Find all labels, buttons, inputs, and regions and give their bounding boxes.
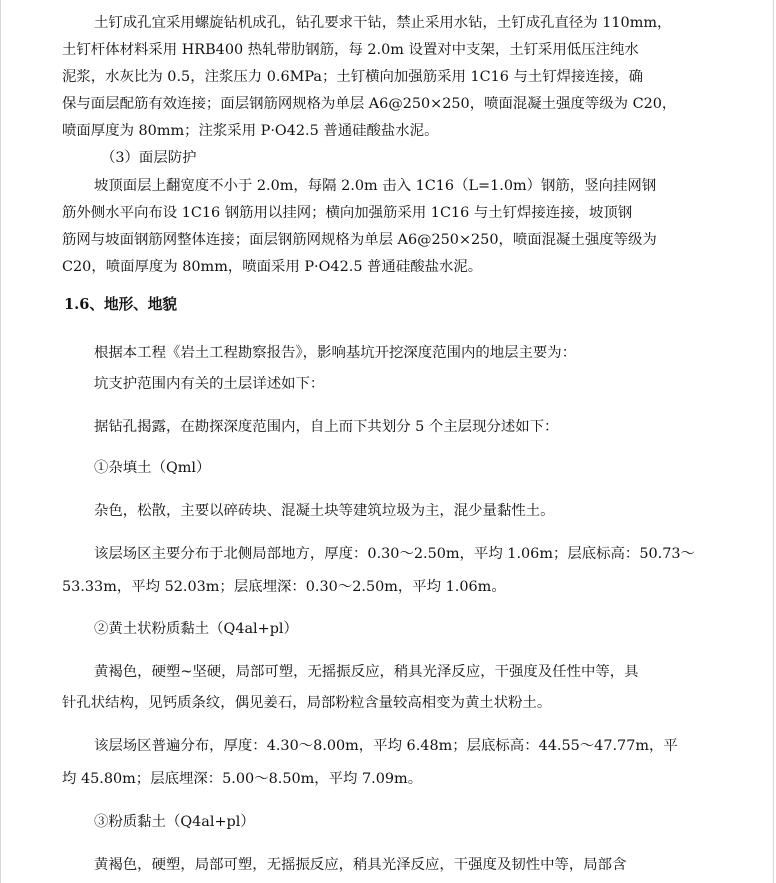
section-subheading: （3）面层防护 bbox=[101, 150, 197, 166]
paragraph-line: 泥浆，水灰比为 0.5，注浆压力 0.6MPa；土钉横向加强筋采用 1C16 与土钉焊接连接，确 bbox=[62, 69, 644, 85]
paragraph-line: 均 45.80m；层底埋深：5.00～8.50m，平均 7.09m。 bbox=[62, 771, 423, 787]
paragraph-line: 该层场区主要分布于北侧局部地方，厚度：0.30～2.50m，平均 1.06m；层底标高：50.73～ bbox=[94, 546, 695, 562]
paragraph-line: 针孔状结构，见钙质条纹，偶见姜石，局部粉粒含量较高相变为黄土状粉土。 bbox=[62, 695, 552, 711]
paragraph-line: 坑支护范围内有关的土层详述如下： bbox=[94, 376, 325, 392]
paragraph-line: 土钉成孔宜采用螺旋钻机成孔，钻孔要求干钻，禁止采用水钻，土钉成孔直径为 110mm， bbox=[94, 15, 672, 31]
paragraph-line: 保与面层配筋有效连接；面层钢筋网规格为单层 A6@250×250，喷面混凝土强度等级为 C20， bbox=[62, 96, 677, 112]
paragraph-line: 喷面厚度为 80mm；注浆采用 P·O42.5 普通硅酸盐水泥。 bbox=[62, 123, 439, 139]
paragraph-line: 土钉杆体材料采用 HRB400 热轧带肋钢筋，每 2.0m 设置对中支架，土钉采用低压注纯水 bbox=[62, 42, 639, 58]
paragraph-line: 据钻孔揭露，在勘探深度范围内，自上而下共划分 5 个主层现分述如下： bbox=[94, 419, 559, 435]
paragraph-line: 53.33m，平均 52.03m；层底埋深：0.30～2.50m，平均 1.06m。 bbox=[62, 579, 506, 595]
paragraph-line: 杂色，松散，主要以碎砖块、混凝土块等建筑垃圾为主，混少量黏性土。 bbox=[94, 503, 555, 519]
page-left-edge bbox=[0, 0, 1, 883]
paragraph-line: 根据本工程《岩土工程勘察报告》，影响基坑开挖深度范围内的地层主要为： bbox=[94, 345, 577, 361]
paragraph-line: 该层场区普遍分布，厚度：4.30～8.00m，平均 6.48m；层底标高：44.55～47.77m，平 bbox=[94, 738, 678, 754]
layer-title: ②黄土状粉质黏土（Q4al+pl） bbox=[94, 621, 298, 637]
layer-title: ③粉质黏土（Q4al+pl） bbox=[94, 814, 255, 830]
paragraph-line: C20，喷面厚度为 80mm，喷面采用 P·O42.5 普通硅酸盐水泥。 bbox=[62, 259, 483, 275]
page-right-edge bbox=[773, 0, 774, 883]
paragraph-line: 筋外侧水平向布设 1C16 钢筋用以挂网；横向加强筋采用 1C16 与土钉焊接连接，坡顶钢 bbox=[62, 205, 633, 221]
layer-title: ①杂填土（Qml） bbox=[94, 460, 211, 476]
section-heading: 1.6、地形、地貌 bbox=[64, 296, 177, 313]
paragraph-line: 黄褐色，硬塑，局部可塑，无摇振反应，稍具光泽反应，干强度及韧性中等，局部含 bbox=[94, 857, 627, 873]
paragraph-line: 黄褐色，硬塑~坚硬，局部可塑，无摇振反应，稍具光泽反应，干强度及任性中等，具 bbox=[94, 664, 639, 680]
paragraph-line: 坡顶面层上翻宽度不小于 2.0m，每隔 2.0m 击入 1C16（L=1.0m）钢筋，竖向挂网钢 bbox=[94, 178, 657, 194]
paragraph-line: 筋网与坡面钢筋网整体连接；面层钢筋网规格为单层 A6@250×250，喷面混凝土强度等级为 bbox=[62, 232, 657, 248]
